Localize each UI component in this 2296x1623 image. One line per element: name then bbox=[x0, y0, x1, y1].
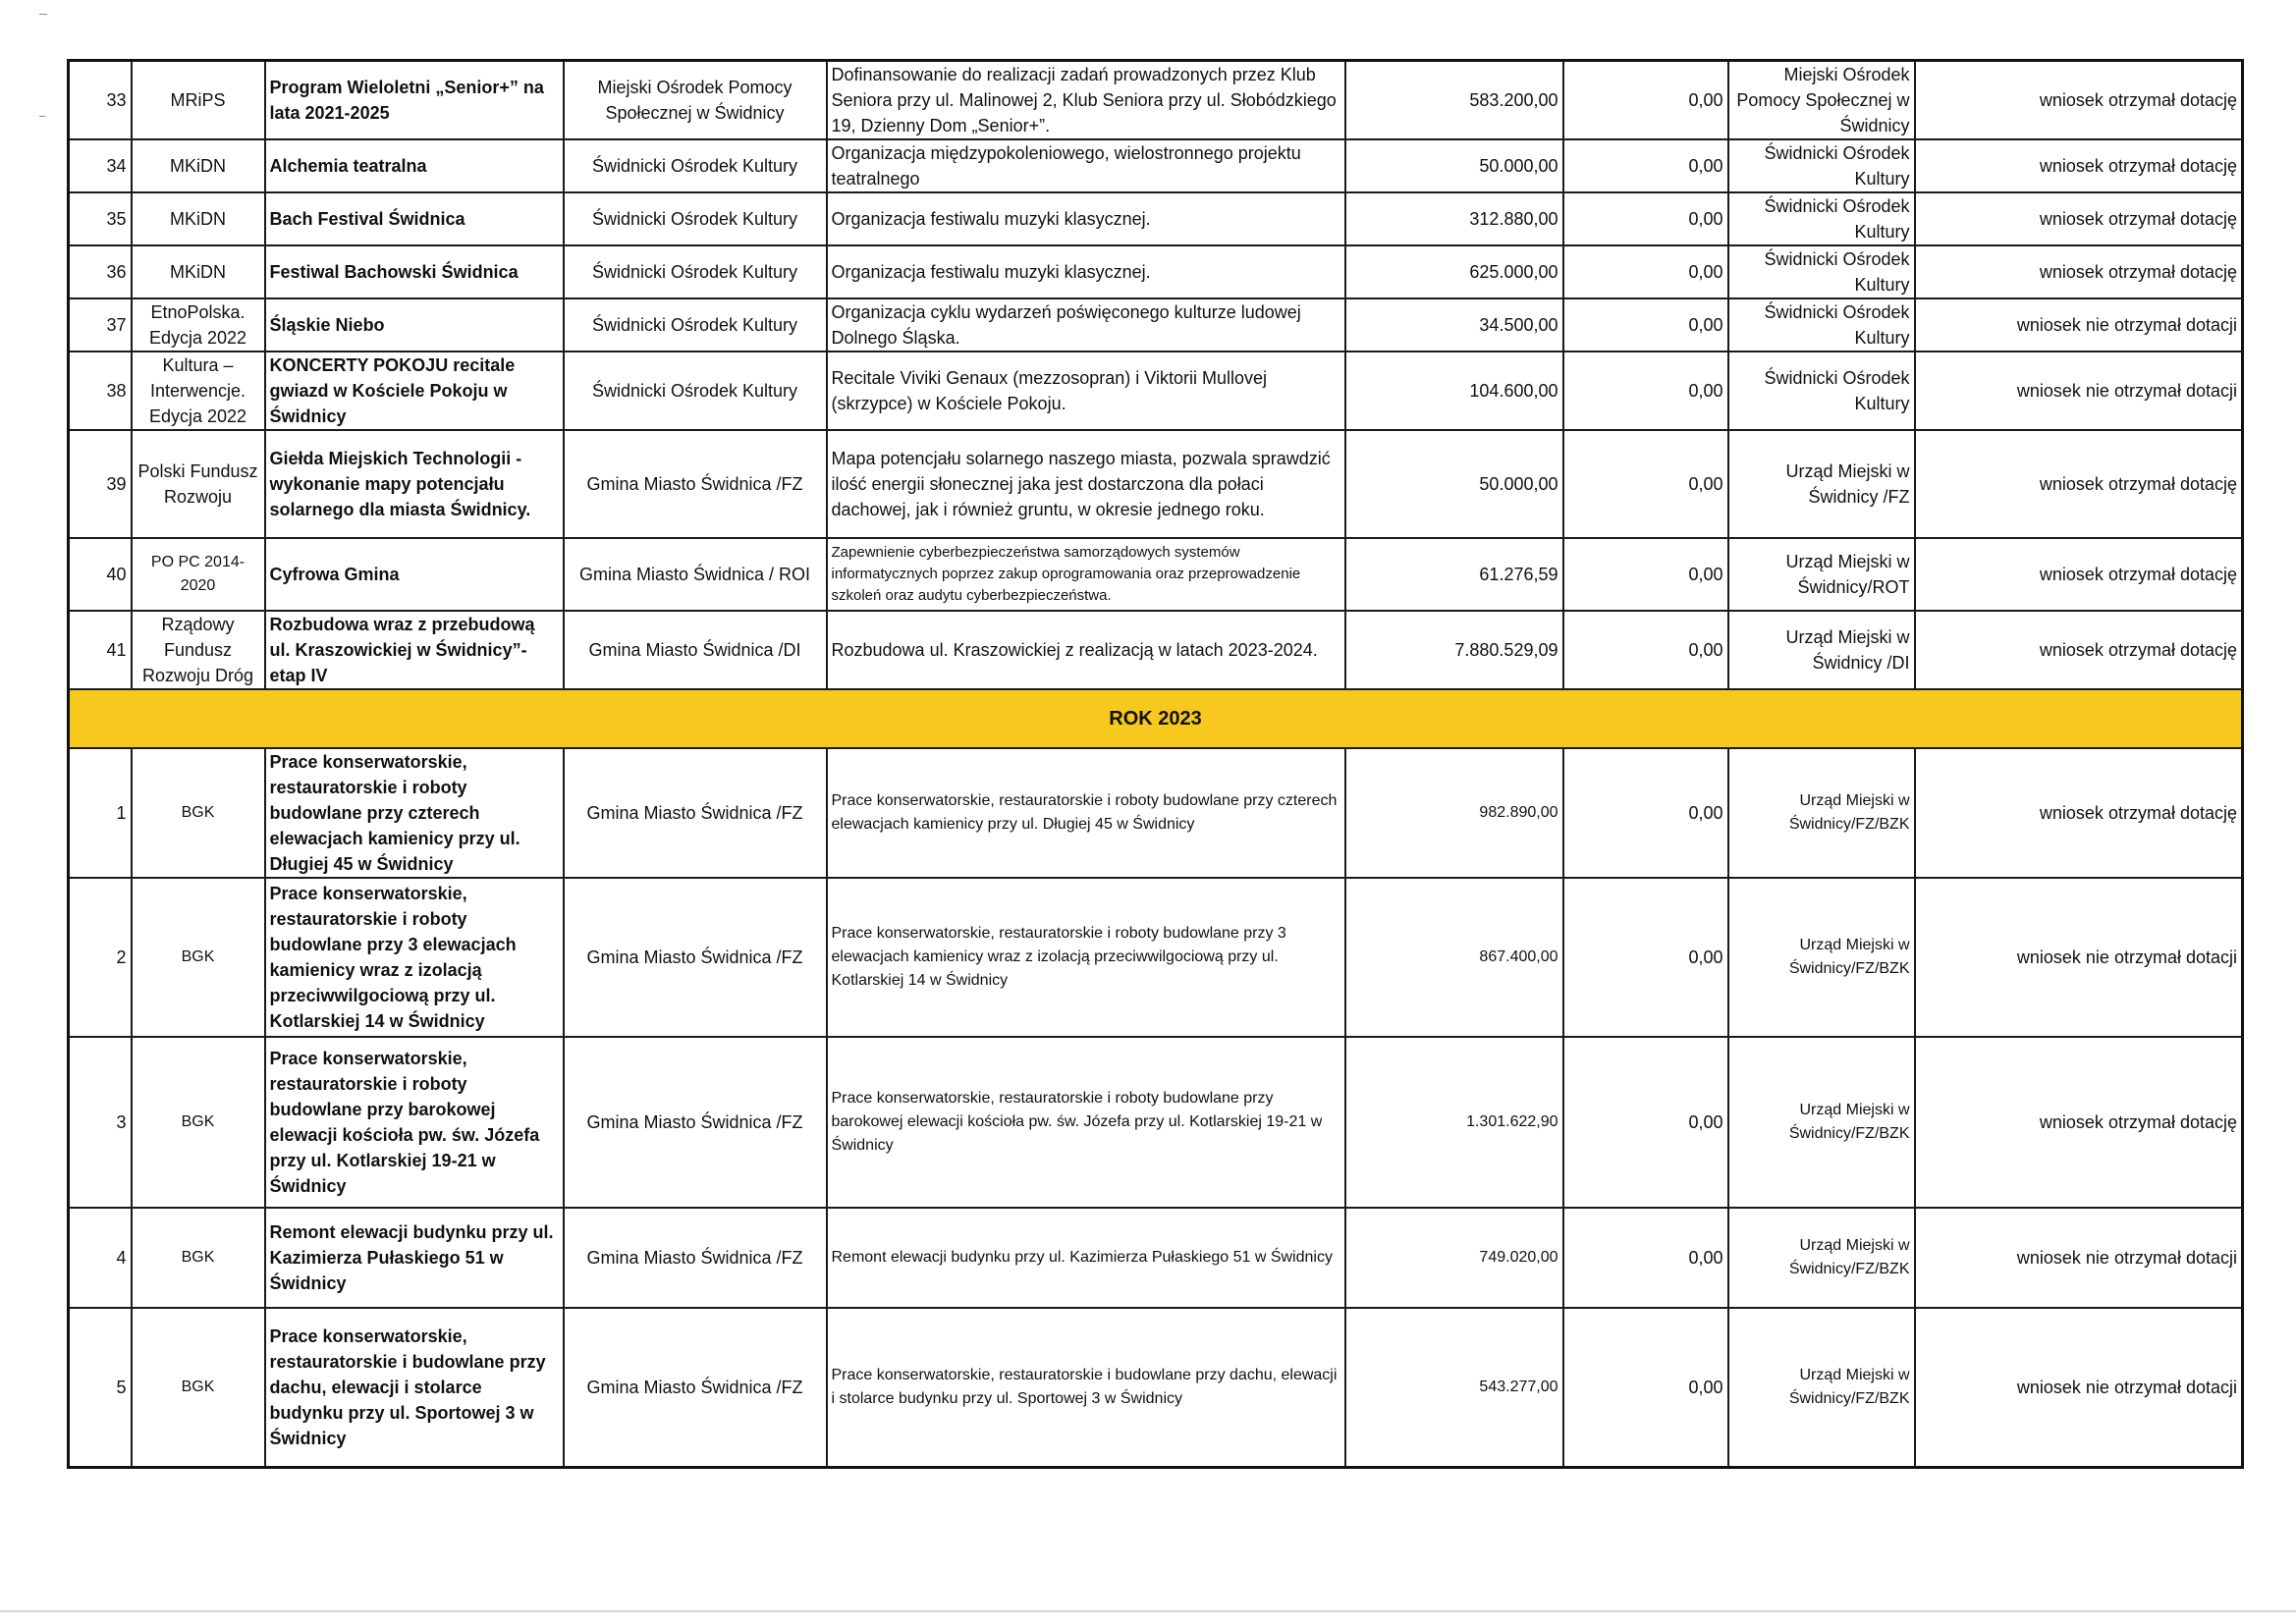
table-row bbox=[69, 878, 2243, 1037]
project-description: Prace konserwatorskie, restauratorskie i roboty budowlane przy 3 elewacjach kamienicy wraz z izolacją przeciwwilgociową przy ul. Kotlarskiej 14 w Świdnicy bbox=[827, 878, 1345, 1037]
funding-source: BGK bbox=[132, 878, 265, 1037]
project-description: Recitale Viviki Genaux (mezzosopran) i Viktorii Mullovej (skrzypce) w Kościele Pokoju. bbox=[827, 352, 1345, 430]
responsible-unit: Urząd Miejski w Świdnicy /DI bbox=[1728, 611, 1915, 689]
funding-source: MKiDN bbox=[132, 245, 265, 298]
project-description: Dofinansowanie do realizacji zadań prowadzonych przez Klub Seniora przy ul. Malinowej 2, Klub Seniora przy ul. Słobódzkiego 19, Dzienny Dom „Senior+”. bbox=[827, 61, 1345, 140]
applicant: Miejski Ośrodek Pomocy Społecznej w Świdnicy bbox=[564, 61, 827, 140]
project-title: Cyfrowa Gmina bbox=[265, 538, 564, 611]
responsible-unit: Urząd Miejski w Świdnicy/ROT bbox=[1728, 538, 1915, 611]
table-row bbox=[69, 352, 2243, 430]
project-title: Prace konserwatorskie, restauratorskie i budowlane przy dachu, elewacji i stolarce budynku przy ul. Sportowej 3 w Świdnicy bbox=[265, 1308, 564, 1467]
project-description: Organizacja cyklu wydarzeń poświęconego kulturze ludowej Dolnego Śląska. bbox=[827, 298, 1345, 352]
grant-amount: 50.000,00 bbox=[1345, 139, 1563, 192]
applicant: Gmina Miasto Świdnica /FZ bbox=[564, 748, 827, 878]
grant-status: wniosek otrzymał dotację bbox=[1915, 61, 2243, 140]
grant-amount: 50.000,00 bbox=[1345, 430, 1563, 538]
table-row bbox=[69, 1308, 2243, 1467]
grant-status: wniosek otrzymał dotację bbox=[1915, 611, 2243, 689]
own-contribution: 0,00 bbox=[1563, 748, 1728, 878]
project-description: Zapewnienie cyberbezpieczeństwa samorządowych systemów informatycznych poprzez zakup oprogramowania oraz przeprowadzenie szkoleń oraz audytu cyberbezpieczeństwa. bbox=[827, 538, 1345, 611]
applicant: Gmina Miasto Świdnica /FZ bbox=[564, 1037, 827, 1208]
scan-mark bbox=[39, 116, 45, 117]
grant-status: wniosek otrzymał dotację bbox=[1915, 538, 2243, 611]
row-number: 33 bbox=[69, 61, 132, 140]
project-title: KONCERTY POKOJU recitale gwiazd w Kościele Pokoju w Świdnicy bbox=[265, 352, 564, 430]
grant-status: wniosek otrzymał dotację bbox=[1915, 139, 2243, 192]
grant-amount: 583.200,00 bbox=[1345, 61, 1563, 140]
own-contribution: 0,00 bbox=[1563, 1308, 1728, 1467]
applicant: Gmina Miasto Świdnica /DI bbox=[564, 611, 827, 689]
funding-source: Kultura – Interwencje. Edycja 2022 bbox=[132, 352, 265, 430]
funding-source: BGK bbox=[132, 1037, 265, 1208]
own-contribution: 0,00 bbox=[1563, 61, 1728, 140]
grant-status: wniosek nie otrzymał dotacji bbox=[1915, 1208, 2243, 1308]
table-row bbox=[69, 538, 2243, 611]
funding-source: EtnoPolska. Edycja 2022 bbox=[132, 298, 265, 352]
responsible-unit: Urząd Miejski w Świdnicy/FZ/BZK bbox=[1728, 748, 1915, 878]
row-number: 35 bbox=[69, 192, 132, 245]
applicant: Gmina Miasto Świdnica / ROI bbox=[564, 538, 827, 611]
table-row bbox=[69, 298, 2243, 352]
row-number: 39 bbox=[69, 430, 132, 538]
project-description: Rozbudowa ul. Kraszowickiej z realizacją w latach 2023-2024. bbox=[827, 611, 1345, 689]
table-row bbox=[69, 430, 2243, 538]
year-label: ROK 2023 bbox=[69, 689, 2243, 748]
project-description: Prace konserwatorskie, restauratorskie i roboty budowlane przy czterech elewacjach kamienicy przy ul. Długiej 45 w Świdnicy bbox=[827, 748, 1345, 878]
funding-source: Polski Fundusz Rozwoju bbox=[132, 430, 265, 538]
applicant: Gmina Miasto Świdnica /FZ bbox=[564, 430, 827, 538]
table-row bbox=[69, 611, 2243, 689]
table-row bbox=[69, 192, 2243, 245]
own-contribution: 0,00 bbox=[1563, 139, 1728, 192]
project-description: Prace konserwatorskie, restauratorskie i roboty budowlane przy barokowej elewacji kościoła pw. św. Józefa przy ul. Kotlarskiej 19-21 w Świdnicy bbox=[827, 1037, 1345, 1208]
grant-amount: 625.000,00 bbox=[1345, 245, 1563, 298]
project-title: Śląskie Niebo bbox=[265, 298, 564, 352]
row-number: 40 bbox=[69, 538, 132, 611]
grant-status: wniosek otrzymał dotację bbox=[1915, 430, 2243, 538]
project-title: Giełda Miejskich Technologii - wykonanie mapy potencjału solarnego dla miasta Świdnicy. bbox=[265, 430, 564, 538]
project-description: Organizacja międzypokoleniowego, wielostronnego projektu teatralnego bbox=[827, 139, 1345, 192]
grants-table-sheet bbox=[67, 59, 2241, 1469]
project-title: Rozbudowa wraz z przebudową ul. Kraszowickiej w Świdnicy”-etap IV bbox=[265, 611, 564, 689]
responsible-unit: Urząd Miejski w Świdnicy/FZ/BZK bbox=[1728, 1037, 1915, 1208]
funding-source: MKiDN bbox=[132, 192, 265, 245]
table-row bbox=[69, 61, 2243, 140]
grant-amount: 104.600,00 bbox=[1345, 352, 1563, 430]
row-number: 37 bbox=[69, 298, 132, 352]
grant-amount: 61.276,59 bbox=[1345, 538, 1563, 611]
own-contribution: 0,00 bbox=[1563, 298, 1728, 352]
row-number: 1 bbox=[69, 748, 132, 878]
responsible-unit: Świdnicki Ośrodek Kultury bbox=[1728, 245, 1915, 298]
grant-status: wniosek otrzymał dotację bbox=[1915, 1037, 2243, 1208]
funding-source: Rządowy Fundusz Rozwoju Dróg bbox=[132, 611, 265, 689]
page-bottom-line bbox=[0, 1610, 2296, 1612]
project-description: Prace konserwatorskie, restauratorskie i budowlane przy dachu, elewacji i stolarce budynku przy ul. Sportowej 3 w Świdnicy bbox=[827, 1308, 1345, 1467]
responsible-unit: Miejski Ośrodek Pomocy Społecznej w Świdnicy bbox=[1728, 61, 1915, 140]
applicant: Gmina Miasto Świdnica /FZ bbox=[564, 1208, 827, 1308]
funding-source: BGK bbox=[132, 1308, 265, 1467]
project-title: Prace konserwatorskie, restauratorskie i roboty budowlane przy barokowej elewacji kościoła pw. św. Józefa przy ul. Kotlarskiej 19-21 w Świdnicy bbox=[265, 1037, 564, 1208]
grant-status: wniosek nie otrzymał dotacji bbox=[1915, 878, 2243, 1037]
project-title: Program Wieloletni „Senior+” na lata 2021-2025 bbox=[265, 61, 564, 140]
responsible-unit: Świdnicki Ośrodek Kultury bbox=[1728, 298, 1915, 352]
grant-amount: 1.301.622,90 bbox=[1345, 1037, 1563, 1208]
grant-status: wniosek nie otrzymał dotacji bbox=[1915, 1308, 2243, 1467]
grant-status: wniosek otrzymał dotację bbox=[1915, 245, 2243, 298]
applicant: Świdnicki Ośrodek Kultury bbox=[564, 298, 827, 352]
grant-amount: 312.880,00 bbox=[1345, 192, 1563, 245]
table-row bbox=[69, 1037, 2243, 1208]
responsible-unit: Urząd Miejski w Świdnicy/FZ/BZK bbox=[1728, 1208, 1915, 1308]
responsible-unit: Świdnicki Ośrodek Kultury bbox=[1728, 192, 1915, 245]
project-title: Prace konserwatorskie, restauratorskie i roboty budowlane przy 3 elewacjach kamienicy wraz z izolacją przeciwwilgociową przy ul. Kotlarskiej 14 w Świdnicy bbox=[265, 878, 564, 1037]
row-number: 34 bbox=[69, 139, 132, 192]
project-description: Organizacja festiwalu muzyki klasycznej. bbox=[827, 192, 1345, 245]
applicant: Świdnicki Ośrodek Kultury bbox=[564, 245, 827, 298]
grant-status: wniosek otrzymał dotację bbox=[1915, 192, 2243, 245]
project-title: Alchemia teatralna bbox=[265, 139, 564, 192]
responsible-unit: Urząd Miejski w Świdnicy/FZ/BZK bbox=[1728, 1308, 1915, 1467]
row-number: 4 bbox=[69, 1208, 132, 1308]
project-title: Remont elewacji budynku przy ul. Kazimierza Pułaskiego 51 w Świdnicy bbox=[265, 1208, 564, 1308]
table-row bbox=[69, 748, 2243, 878]
grant-amount: 7.880.529,09 bbox=[1345, 611, 1563, 689]
own-contribution: 0,00 bbox=[1563, 1037, 1728, 1208]
own-contribution: 0,00 bbox=[1563, 352, 1728, 430]
own-contribution: 0,00 bbox=[1563, 192, 1728, 245]
table-row bbox=[69, 1208, 2243, 1308]
own-contribution: 0,00 bbox=[1563, 1208, 1728, 1308]
own-contribution: 0,00 bbox=[1563, 430, 1728, 538]
funding-source: BGK bbox=[132, 1208, 265, 1308]
year-band-row bbox=[69, 689, 2243, 748]
applicant: Świdnicki Ośrodek Kultury bbox=[564, 139, 827, 192]
responsible-unit: Świdnicki Ośrodek Kultury bbox=[1728, 352, 1915, 430]
project-title: Bach Festival Świdnica bbox=[265, 192, 564, 245]
grant-status: wniosek nie otrzymał dotacji bbox=[1915, 352, 2243, 430]
grant-amount: 867.400,00 bbox=[1345, 878, 1563, 1037]
funding-source: MRiPS bbox=[132, 61, 265, 140]
project-title: Prace konserwatorskie, restauratorskie i roboty budowlane przy czterech elewacjach kamienicy przy ul. Długiej 45 w Świdnicy bbox=[265, 748, 564, 878]
responsible-unit: Urząd Miejski w Świdnicy /FZ bbox=[1728, 430, 1915, 538]
project-description: Organizacja festiwalu muzyki klasycznej. bbox=[827, 245, 1345, 298]
responsible-unit: Świdnicki Ośrodek Kultury bbox=[1728, 139, 1915, 192]
own-contribution: 0,00 bbox=[1563, 245, 1728, 298]
applicant: Świdnicki Ośrodek Kultury bbox=[564, 352, 827, 430]
row-number: 36 bbox=[69, 245, 132, 298]
row-number: 3 bbox=[69, 1037, 132, 1208]
row-number: 38 bbox=[69, 352, 132, 430]
own-contribution: 0,00 bbox=[1563, 878, 1728, 1037]
funding-source: MKiDN bbox=[132, 139, 265, 192]
project-description: Mapa potencjału solarnego naszego miasta, pozwala sprawdzić ilość energii słonecznej jaka jest dostarczona dla połaci dachowej, jak i również gruntu, w okresie jednego roku. bbox=[827, 430, 1345, 538]
row-number: 5 bbox=[69, 1308, 132, 1467]
row-number: 2 bbox=[69, 878, 132, 1037]
own-contribution: 0,00 bbox=[1563, 611, 1728, 689]
table-row bbox=[69, 245, 2243, 298]
funding-source: PO PC 2014-2020 bbox=[132, 538, 265, 611]
grant-amount: 982.890,00 bbox=[1345, 748, 1563, 878]
scan-mark bbox=[39, 14, 47, 15]
row-number: 41 bbox=[69, 611, 132, 689]
applicant: Świdnicki Ośrodek Kultury bbox=[564, 192, 827, 245]
grant-amount: 34.500,00 bbox=[1345, 298, 1563, 352]
responsible-unit: Urząd Miejski w Świdnicy/FZ/BZK bbox=[1728, 878, 1915, 1037]
applicant: Gmina Miasto Świdnica /FZ bbox=[564, 1308, 827, 1467]
grant-amount: 543.277,00 bbox=[1345, 1308, 1563, 1467]
funding-source: BGK bbox=[132, 748, 265, 878]
applicant: Gmina Miasto Świdnica /FZ bbox=[564, 878, 827, 1037]
project-title: Festiwal Bachowski Świdnica bbox=[265, 245, 564, 298]
own-contribution: 0,00 bbox=[1563, 538, 1728, 611]
project-description: Remont elewacji budynku przy ul. Kazimierza Pułaskiego 51 w Świdnicy bbox=[827, 1208, 1345, 1308]
grant-amount: 749.020,00 bbox=[1345, 1208, 1563, 1308]
grant-status: wniosek otrzymał dotację bbox=[1915, 748, 2243, 878]
grants-table bbox=[67, 59, 2244, 1469]
table-row bbox=[69, 139, 2243, 192]
grant-status: wniosek nie otrzymał dotacji bbox=[1915, 298, 2243, 352]
